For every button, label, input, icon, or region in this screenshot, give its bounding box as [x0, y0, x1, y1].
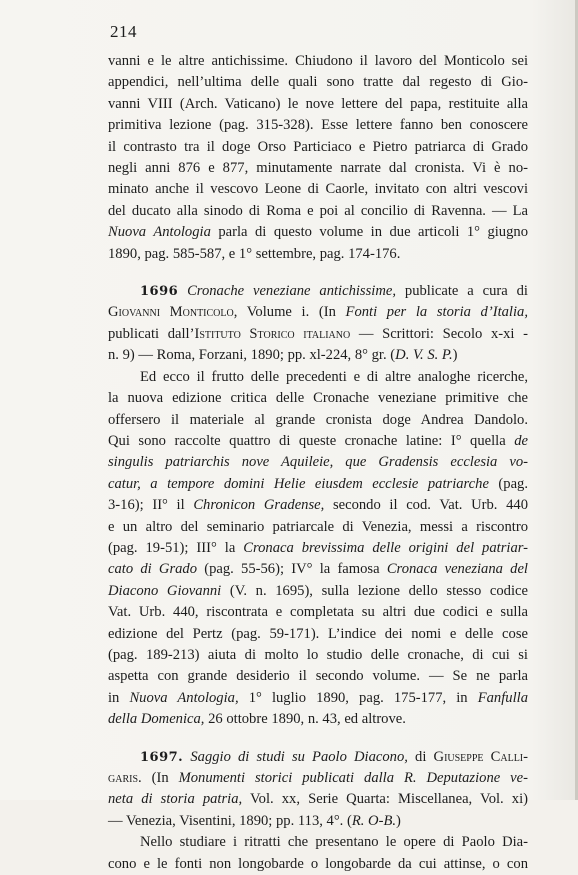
text-line: minato anche il vescovo Leone di Caorle, invitato con altri vescovi — [108, 181, 528, 198]
text-line: il contrasto tra il doge Orso Particiaco e Pietro patriarca di Grado — [108, 138, 528, 155]
entry-1697 — [108, 747, 528, 875]
text-line: del ducato alla sinodo di Roma e poi al concilio di Ravenna. — La — [108, 202, 528, 219]
text-line — [108, 302, 528, 323]
text-fragment: (In — [141, 770, 179, 786]
text-line — [108, 495, 528, 516]
text-line — [108, 345, 528, 366]
text-fragment: — Venezia, Visentini, 1890; pp. 113, 4°. ( — [108, 812, 352, 829]
chronicle-title: Diacono Giovanni — [108, 582, 222, 599]
text-fragment: Volume i. (In — [237, 304, 346, 321]
series-title: Monumenti storici publicati dalla R. Deputazione ve- — [178, 770, 528, 786]
text-line — [108, 768, 528, 789]
entry-spacer — [108, 265, 528, 281]
reviewer-initials: D. V. S. P. — [395, 347, 453, 364]
text-line: Vat. Urb. 440, riscontrata e completata su altri due codici e sulla — [108, 604, 528, 621]
text-fragment: in — [108, 689, 130, 706]
chronicle-title: cato di Grado — [108, 561, 198, 578]
text-line — [108, 452, 528, 473]
text-line: Nello studiare i ritratti che presentano le opere di Paolo Dia- — [140, 834, 528, 851]
text-fragment: Qui sono raccolte quattro di queste cronache latine: I° quella — [108, 432, 515, 449]
text-line — [108, 222, 528, 243]
text-line — [108, 474, 528, 495]
entry-spacer — [108, 731, 528, 747]
text-fragment: (V. n. 1695), sulla lezione dello stesso codice — [221, 582, 528, 599]
text-line: offersero il materiale al grande cronista doge Andrea Dandolo. — [108, 411, 528, 428]
text-fragment: ) — [396, 812, 401, 829]
journal-title: della Domenica, — [108, 711, 205, 728]
latin-title: de — [514, 432, 528, 449]
text-fragment: 3-16); II° il — [108, 497, 194, 514]
entry-title: Saggio di studi su Paolo Diacono, — [190, 748, 408, 765]
latin-title: catur, a tempore domini Helie eiusdem ecclesie patriarche — [108, 475, 489, 492]
text-line — [108, 559, 528, 580]
text-fragment: di — [407, 748, 434, 765]
chronicle-title: Cronaca veneziana del — [386, 561, 528, 578]
text-line — [108, 811, 528, 832]
text-line — [108, 709, 528, 730]
text-line: negli anni 876 e 877, minutamente narrate dal cronista. Vi è no- — [108, 160, 528, 177]
text-line — [108, 431, 528, 452]
text-line: vanni VIII (Arch. Vaticano) le nove lettere del papa, restituite alla — [108, 95, 528, 112]
text-fragment: 26 ottobre 1890, n. 43, ed altrove. — [204, 711, 406, 728]
text-line — [108, 789, 528, 810]
page-number: 214 — [110, 22, 137, 41]
series-title: neta di storia patria, — [108, 791, 243, 808]
text-line: 1890, pag. 585-587, e 1° settembre, pag. 174-176. — [108, 245, 401, 262]
entry-1696 — [108, 281, 528, 731]
entry-heading-line — [108, 747, 528, 768]
text-fragment: (pag. — [488, 475, 528, 492]
text-line — [108, 538, 528, 559]
chronicle-title: Cronaca brevissima delle origini del patriar- — [243, 539, 528, 556]
text-line — [108, 324, 528, 345]
entry-number: 1697. — [140, 749, 184, 765]
text-fragment: publicati dall’ — [108, 325, 195, 342]
text-fragment: (pag. 55-56); IV° la famosa — [197, 561, 387, 578]
text-fragment: Vol. xx, Serie Quarta: Miscellanea, Vol. xi) — [242, 791, 528, 808]
text-line — [108, 688, 528, 709]
publisher-name: Istituto Storico italiano — [194, 325, 351, 342]
journal-title: Fanfulla — [477, 689, 528, 706]
journal-title: Nuova Antologia, — [129, 689, 239, 706]
latin-title: singulis patriarchis nove Aquileie, que Gradensis ecclesia vo- — [108, 454, 528, 471]
text-line: edizione del Pertz (pag. 59-171). L’indice dei nomi e delle cose — [108, 625, 528, 642]
text-line: e un altro del seminario patriarcale di Venezia, messi a riscontro — [108, 518, 528, 535]
text-fragment: parla di questo volume in due articoli 1° giugno — [210, 224, 528, 241]
series-title: Fonti per la storia d’Italia, — [345, 304, 528, 321]
entry-heading-line — [108, 281, 528, 302]
entry-number: 1696 — [140, 284, 179, 300]
reviewer-initials: R. O-B. — [351, 812, 397, 829]
text-fragment: (pag. 19-51); III° la — [108, 539, 244, 556]
text-line: cono e le fonti non longobarde o longobarde da cui attinse, o con — [108, 855, 528, 872]
text-line: vanni e le altre antichissime. Chiudono il lavoro del Monticolo sei — [108, 53, 528, 69]
text-fragment: n. 9) — Roma, Forzani, 1890; pp. xl-224, 8° gr. ( — [108, 347, 396, 364]
text-line: la nuova edizione critica delle Cronache veneziane primitive che — [108, 390, 528, 407]
entry-title: Cronache veneziane antichissime, — [187, 283, 397, 300]
paragraph-continuation — [108, 51, 528, 265]
text-line: primitiva lezione (pag. 315-328). Esse lettere fanno ben conoscere — [108, 117, 528, 134]
text-fragment: publicate a cura di — [396, 283, 528, 300]
text-line: Ed ecco il frutto delle precedenti e di altre analoghe ricerche, — [140, 368, 528, 385]
journal-title: Nuova Antologia — [108, 224, 211, 241]
text-fragment: 1° luglio 1890, pag. 175-177, in — [238, 689, 478, 706]
latin-title: Chronicon Gradense, — [193, 497, 325, 514]
text-fragment: — Scrittori: Secolo x-xi - — [350, 325, 528, 342]
text-line: (pag. 189-213) aiuta di molto lo studio delle cronache, di cui si — [108, 646, 528, 663]
page-body — [108, 51, 528, 875]
author-name: Giovanni Monticolo, — [108, 304, 238, 321]
text-line: aspetta con grande desiderio il secondo volume. — Se ne parla — [108, 668, 528, 685]
text-line — [108, 581, 528, 602]
author-name: Giuseppe Calli- — [433, 748, 528, 765]
text-line: appendici, nell’ultima delle quali sono tratte dal regesto di Gio- — [108, 74, 528, 91]
author-name: garis. — [108, 770, 142, 786]
text-fragment: ) — [452, 347, 458, 364]
text-fragment: secondo il cod. Vat. Urb. 440 — [324, 497, 528, 514]
